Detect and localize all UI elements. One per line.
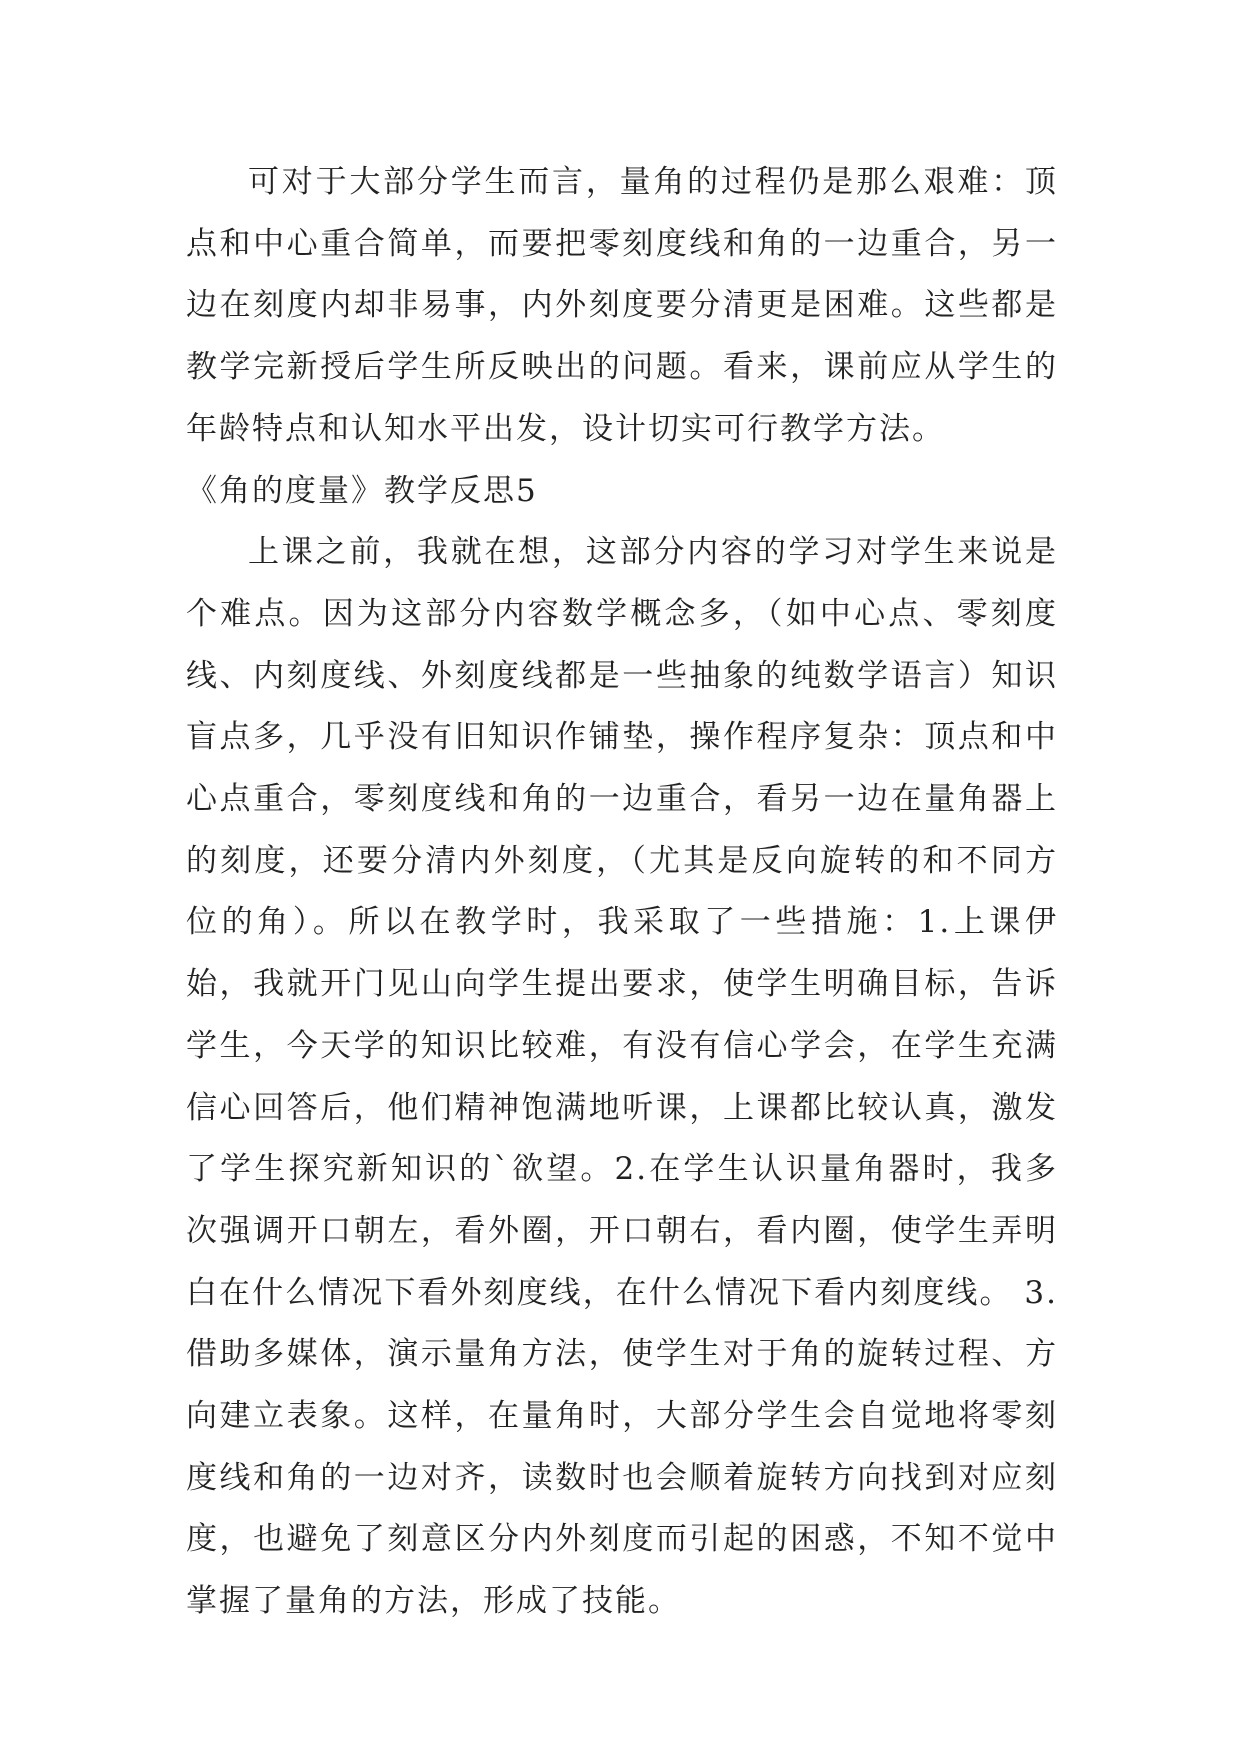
section-heading: 《角的度量》教学反思5 [186,472,538,509]
paragraph-protractor-difficulty: 可对于大部分学生而言，量角的过程仍是那么艰难：顶点和中心重合简单，而要把零刻度线和角的一边重合，另一边在刻度内却非易事，内外刻度要分清更是困难。这些都是教学完新授后学生所反映出的问题。看来，课前应从学生的年龄特点和认知水平出发，设计切实可行教学方法。 [186,164,1058,447]
document-body [186,152,1058,1633]
paragraph-teaching-reflection: 上课之前，我就在想，这部分内容的学习对学生来说是个难点。因为这部分内容数学概念多，（如中心点、零刻度线、内刻度线、外刻度线都是一些抽象的纯数学语言）知识盲点多，几乎没有旧知识作铺垫，操作程序复杂：顶点和中心点重合，零刻度线和角的一边重合，看另一边在量角器上的刻度，还要分清内外刻度，（尤其是反向旋转的和不同方位的角）。所以在教学时，我采取了一些措施：1.上课伊始，我就开门见山向学生提出要求，使学生明确目标，告诉学生，今天学的知识比较难，有没有信心学会，在学生充满信心回答后，他们精神饱满地听课，上课都比较认真，激发了学生探究新知识的`欲望。2.在学生认识量角器时，我多次强调开口朝左，看外圈，开口朝右，看内圈，使学生弄明白在什么情况下看外刻度线，在什么情况下看内刻度线。 3.借助多媒体，演示量角方法，使学生对于角的旋转过程、方向建立表象。这样，在量角时，大部分学生会自觉地将零刻度线和角的一边对齐，读数时也会顺着旋转方向找到对应刻度，也避免了刻意区分内外刻度而引起的困惑，不知不觉中掌握了量角的方法，形成了技能。 [186,534,1058,1620]
